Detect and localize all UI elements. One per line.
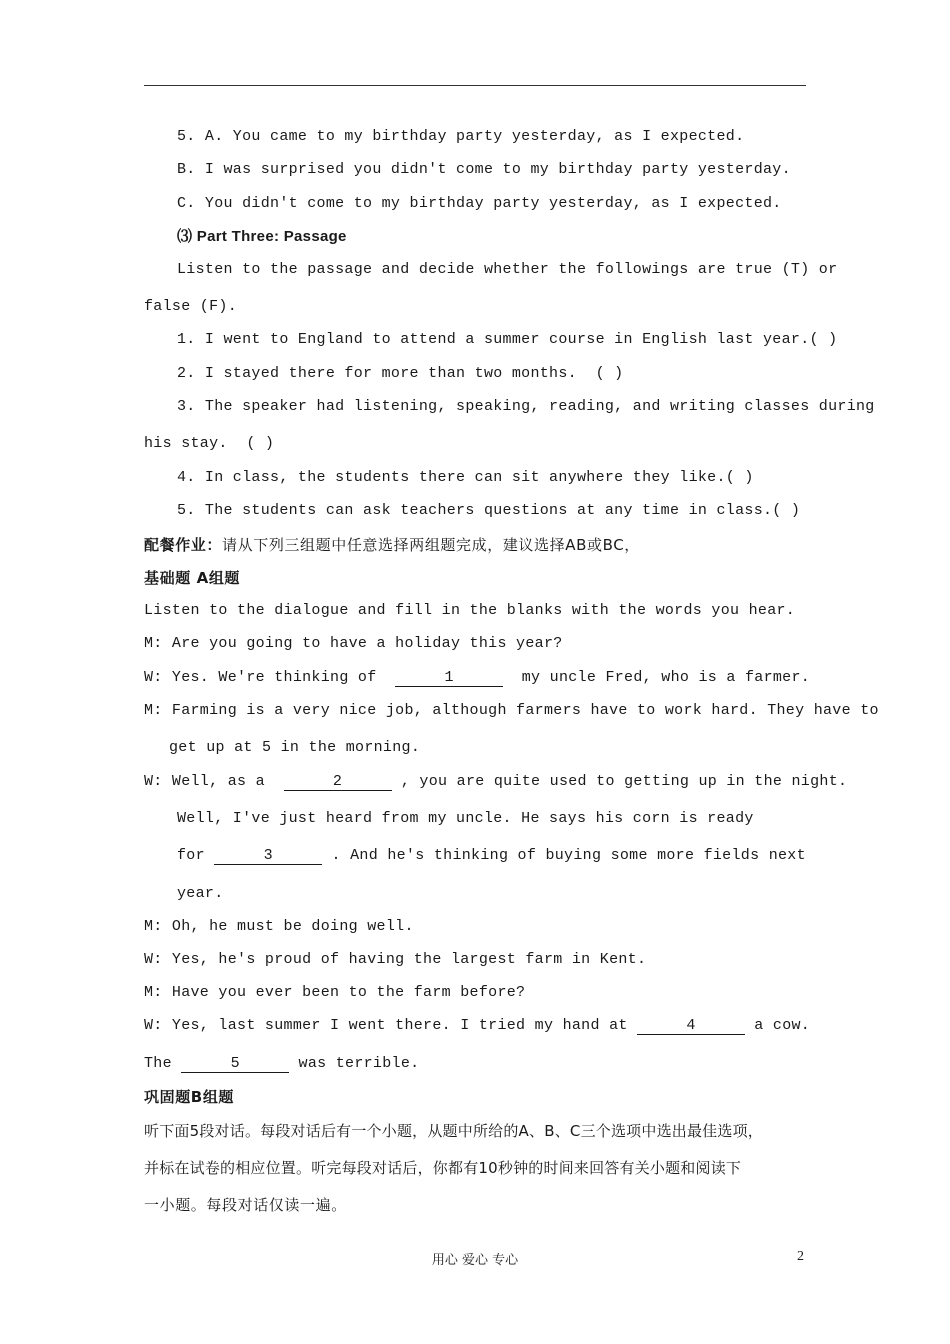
dialogue-line-3-cont: get up at 5 in the morning.: [169, 739, 421, 756]
option-5b: B. I was surprised you didn't come to my birthday party yesterday.: [177, 161, 791, 178]
option-5c: C. You didn't come to my birthday party yesterday, as I expected.: [177, 195, 782, 212]
dialogue-line-8-post: a cow.: [744, 1017, 811, 1034]
dialogue-line-4c-pre: for: [177, 847, 215, 864]
passage-instruction-cont: false (F).: [144, 298, 238, 315]
option-5a: 5. A. You came to my birthday party yesterday, as I expected.: [177, 128, 745, 145]
passage-instruction: [177, 260, 838, 280]
dialogue-line-7: M: Have you ever been to the farm before?: [144, 984, 526, 1001]
dialogue-line-4-pre: W: Well, as a: [144, 773, 284, 790]
dialogue-line-9: [144, 1054, 806, 1074]
dialogue-line-4: [144, 772, 848, 792]
tf-question-3-cont: his stay. ( ): [144, 435, 275, 452]
dialogue-line-4c: [177, 846, 806, 866]
dialogue-line-5: M: Oh, he must be doing well.: [144, 918, 414, 935]
blank-5: 5: [181, 1055, 289, 1073]
group-b-instruction-3: 一小题。每段对话仅读一遍。: [144, 1196, 347, 1214]
tf-question-5: 5. The students can ask teachers questions at any time in class.( ): [177, 502, 801, 519]
group-b-heading: 巩固题B组题: [144, 1088, 235, 1106]
header-rule: [144, 85, 806, 86]
dialogue-line-6: W: Yes, he's proud of having the largest farm in Kent.: [144, 951, 647, 968]
group-b-instruction-2: 并标在试卷的相应位置。听完每段对话后，你都有10秒钟的时间来回答有关小题和阅读下: [144, 1159, 742, 1177]
tf-question-3: 3. The speaker had listening, speaking, reading, and writing classes during: [177, 398, 875, 415]
homework-label: 配餐作业：: [144, 536, 223, 554]
dialogue-line-9-pre: The: [144, 1055, 182, 1072]
dialogue-line-2-post: my uncle Fred, who is a farmer.: [503, 669, 811, 686]
dialogue-line-9-post: was terrible.: [289, 1055, 420, 1072]
dialogue-line-1: M: Are you going to have a holiday this year?: [144, 635, 563, 652]
tf-question-1: 1. I went to England to attend a summer course in English last year.( ): [177, 331, 838, 348]
tf-question-2: 2. I stayed there for more than two months. ( ): [177, 365, 624, 382]
dialogue-line-4b: Well, I've just heard from my uncle. He says his corn is ready: [177, 810, 754, 827]
dialogue-line-4c-post: . And he's thinking of buying some more fields next: [322, 847, 806, 864]
dialogue-line-2: [144, 668, 811, 688]
passage-instruction-text: Listen to the passage and decide whether the followings are true (T) or: [177, 261, 838, 278]
group-b-instruction-1: 听下面5段对话。每段对话后有一个小题，从题中所给的A、B、C三个选项中选出最佳选项，: [144, 1122, 763, 1140]
blank-1: 1: [395, 669, 503, 687]
dialogue-line-3: M: Farming is a very nice job, although farmers have to work hard. They have to: [144, 702, 879, 719]
blank-3: 3: [214, 847, 322, 865]
homework-text: 请从下列三组题中任意选择两组题完成，建议选择AB或BC，: [222, 536, 640, 554]
part-three-heading: ⑶ Part Three: Passage: [177, 228, 347, 245]
blank-4: 4: [637, 1017, 745, 1035]
group-a-instruction: Listen to the dialogue and fill in the blanks with the words you hear.: [144, 602, 796, 619]
dialogue-line-2-pre: W: Yes. We're thinking of: [144, 669, 396, 686]
group-a-heading: 基础题 A组题: [144, 569, 241, 587]
dialogue-line-8-pre: W: Yes, last summer I went there. I tried my hand at: [144, 1017, 637, 1034]
dialogue-line-4d: year.: [177, 885, 224, 902]
dialogue-line-4-post: , you are quite used to getting up in the night.: [391, 773, 848, 790]
dialogue-line-8: [144, 1016, 811, 1036]
page-footer: 用心 爱心 专心: [431, 1253, 519, 1268]
page-number: 2: [797, 1249, 804, 1264]
homework-line: [144, 535, 806, 555]
tf-question-4: 4. In class, the students there can sit anywhere they like.( ): [177, 469, 754, 486]
blank-2: 2: [284, 773, 392, 791]
